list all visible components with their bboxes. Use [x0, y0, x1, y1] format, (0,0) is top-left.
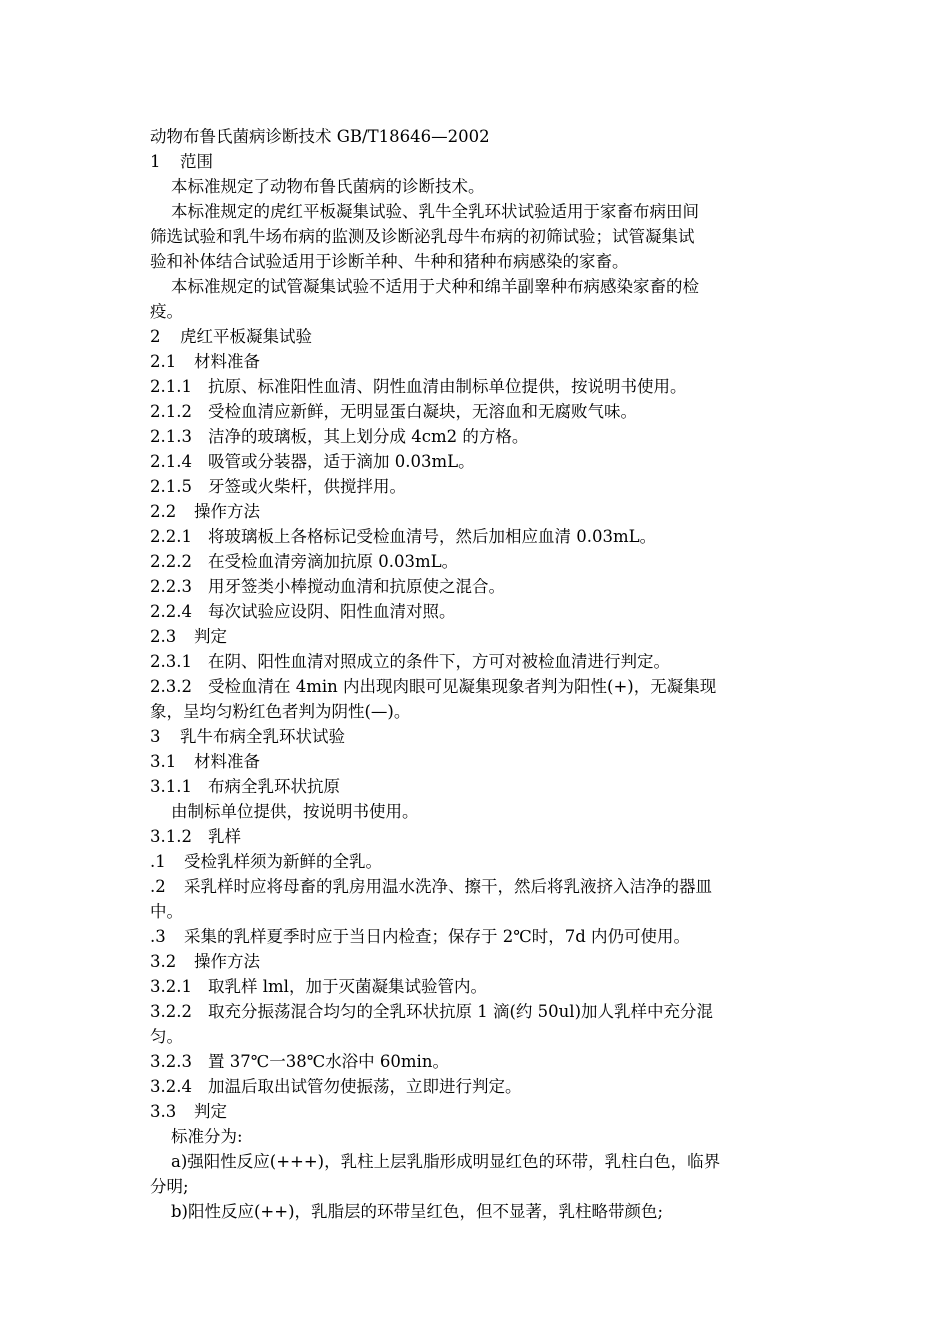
section-3-heading [150, 724, 810, 749]
clause-text: 在阴、阳性血清对照成立的条件下，方可对被检血清进行判定。 [208, 652, 670, 671]
subsection-title: 判定 [194, 627, 227, 646]
section-title: 范围 [180, 152, 213, 171]
section-title: 乳牛布病全乳环状试验 [180, 727, 345, 746]
subsection-title: 判定 [194, 1102, 227, 1121]
paragraph-line: 本标准规定了动物布鲁氏菌病的诊断技术。 [171, 177, 485, 196]
clause-text: 置 37℃一38℃水浴中 60min。 [208, 1052, 449, 1071]
clause-number: 2.1.3 [150, 427, 192, 446]
paragraph-line: 标准分为: [171, 1127, 243, 1146]
clause-number: 2.2.4 [150, 602, 192, 621]
sub-clause-text: 采乳样时应将母畜的乳房用温水洗净、擦干，然后将乳液挤入洁净的器皿 [184, 877, 712, 896]
document-page [150, 124, 810, 1224]
clause-number: 3.2.3 [150, 1052, 192, 1071]
section-number: 1 [150, 152, 161, 171]
paragraph-line: 本标准规定的虎红平板凝集试验、乳牛全乳环状试验适用于家畜布病田间 [171, 202, 699, 221]
list-item-b: b)阳性反应(++)，乳脂层的环带呈红色，但不显著，乳柱略带颜色; [171, 1202, 664, 1221]
sub-clause-number: .2 [150, 877, 166, 896]
clause-text: 将玻璃板上各格标记受检血清号，然后加相应血清 0.03mL。 [208, 527, 657, 546]
subsection-number: 3.3 [150, 1102, 177, 1121]
clause-text: 受检血清在 4min 内出现肉眼可见凝集现象者判为阳性(+)，无凝集现 [208, 677, 717, 696]
clause-number: 3.2.2 [150, 1002, 192, 1021]
paragraph-line: 本标准规定的试管凝集试验不适用于犬种和绵羊副睾种布病感染家畜的检 [171, 277, 699, 296]
list-item-a: a)强阳性反应(+++)，乳柱上层乳脂形成明显红色的环带，乳柱白色，临界 [171, 1152, 721, 1171]
clause-3-2-4 [150, 1074, 810, 1099]
clause-2-1-4 [150, 449, 810, 474]
subsection-2-1-heading [150, 349, 810, 374]
clause-number: 2.2.2 [150, 552, 192, 571]
subsection-number: 3.2 [150, 952, 177, 971]
sub-clause-3 [150, 924, 810, 949]
section-2-heading [150, 324, 810, 349]
paragraph-line: 由制标单位提供，按说明书使用。 [171, 802, 419, 821]
sub-clause-number: .1 [150, 852, 166, 871]
clause-text: 加温后取出试管勿使振荡，立即进行判定。 [208, 1077, 522, 1096]
subsection-3-2-heading [150, 949, 810, 974]
clause-number: 2.1.5 [150, 477, 192, 496]
clause-text: 吸管或分装器，适于滴加 0.03mL。 [208, 452, 475, 471]
clause-number: 3.2.4 [150, 1077, 192, 1096]
sub-clause-1 [150, 849, 810, 874]
section-1-heading [150, 149, 810, 174]
subsection-number: 2.2 [150, 502, 177, 521]
section-number: 2 [150, 327, 161, 346]
clause-2-1-2 [150, 399, 810, 424]
clause-3-1-2 [150, 824, 810, 849]
paragraph-line: 分明; [150, 1177, 189, 1196]
clause-text: 乳样 [208, 827, 241, 846]
clause-number: 2.1.2 [150, 402, 192, 421]
sub-clause-text: 受检乳样须为新鲜的全乳。 [184, 852, 382, 871]
subsection-2-2-heading [150, 499, 810, 524]
paragraph-line: 中。 [150, 902, 183, 921]
subsection-3-3-heading [150, 1099, 810, 1124]
sub-clause-2 [150, 874, 810, 899]
clause-text: 在受检血清旁滴加抗原 0.03mL。 [208, 552, 459, 571]
clause-2-1-5 [150, 474, 810, 499]
clause-text: 每次试验应设阴、阳性血清对照。 [208, 602, 456, 621]
clause-3-2-2 [150, 999, 810, 1024]
paragraph-line: 象，呈均匀粉红色者判为阴性(—)。 [150, 702, 411, 721]
paragraph-line: 疫。 [150, 302, 183, 321]
document-title: 动物布鲁氏菌病诊断技术 GB/T18646—2002 [150, 127, 490, 146]
clause-number: 2.2.1 [150, 527, 192, 546]
subsection-2-3-heading [150, 624, 810, 649]
clause-2-2-1 [150, 524, 810, 549]
section-title: 虎红平板凝集试验 [180, 327, 312, 346]
clause-2-1-1 [150, 374, 810, 399]
clause-2-1-3 [150, 424, 810, 449]
clause-text: 取充分振荡混合均匀的全乳环状抗原 1 滴(约 50ul)加人乳样中充分混 [208, 1002, 714, 1021]
subsection-title: 操作方法 [194, 502, 260, 521]
clause-number: 2.1.1 [150, 377, 192, 396]
section-number: 3 [150, 727, 161, 746]
clause-2-2-4 [150, 599, 810, 624]
clause-number: 3.1.1 [150, 777, 192, 796]
clause-text: 洁净的玻璃板，其上划分成 4cm2 的方格。 [208, 427, 529, 446]
clause-3-1-1 [150, 774, 810, 799]
paragraph-line: 筛选试验和乳牛场布病的监测及诊断泌乳母牛布病的初筛试验；试管凝集试 [150, 227, 695, 246]
paragraph-line: 匀。 [150, 1027, 183, 1046]
sub-clause-text: 采集的乳样夏季时应于当日内检查；保存于 2℃时，7d 内仍可使用。 [184, 927, 691, 946]
clause-2-2-2 [150, 549, 810, 574]
clause-2-2-3 [150, 574, 810, 599]
clause-number: 3.1.2 [150, 827, 192, 846]
subsection-title: 材料准备 [194, 352, 260, 371]
clause-3-2-3 [150, 1049, 810, 1074]
clause-number: 3.2.1 [150, 977, 192, 996]
clause-number: 2.3.1 [150, 652, 192, 671]
subsection-number: 2.3 [150, 627, 177, 646]
clause-number: 2.2.3 [150, 577, 192, 596]
clause-3-2-1 [150, 974, 810, 999]
paragraph-line: 验和补体结合试验适用于诊断羊种、牛种和猪种布病感染的家畜。 [150, 252, 629, 271]
clause-text: 受检血清应新鲜，无明显蛋白凝块，无溶血和无腐败气味。 [208, 402, 637, 421]
subsection-3-1-heading [150, 749, 810, 774]
subsection-title: 操作方法 [194, 952, 260, 971]
clause-text: 抗原、标准阳性血清、阴性血清由制标单位提供，按说明书使用。 [208, 377, 687, 396]
subsection-number: 3.1 [150, 752, 177, 771]
clause-text: 用牙签类小棒搅动血清和抗原使之混合。 [208, 577, 505, 596]
clause-number: 2.1.4 [150, 452, 192, 471]
clause-text: 布病全乳环状抗原 [208, 777, 340, 796]
sub-clause-number: .3 [150, 927, 166, 946]
clause-number: 2.3.2 [150, 677, 192, 696]
subsection-title: 材料准备 [194, 752, 260, 771]
subsection-number: 2.1 [150, 352, 177, 371]
clause-2-3-2 [150, 674, 810, 699]
clause-text: 取乳样 lml，加于灭菌凝集试验管内。 [208, 977, 487, 996]
clause-text: 牙签或火柴杆，供搅拌用。 [208, 477, 406, 496]
clause-2-3-1 [150, 649, 810, 674]
